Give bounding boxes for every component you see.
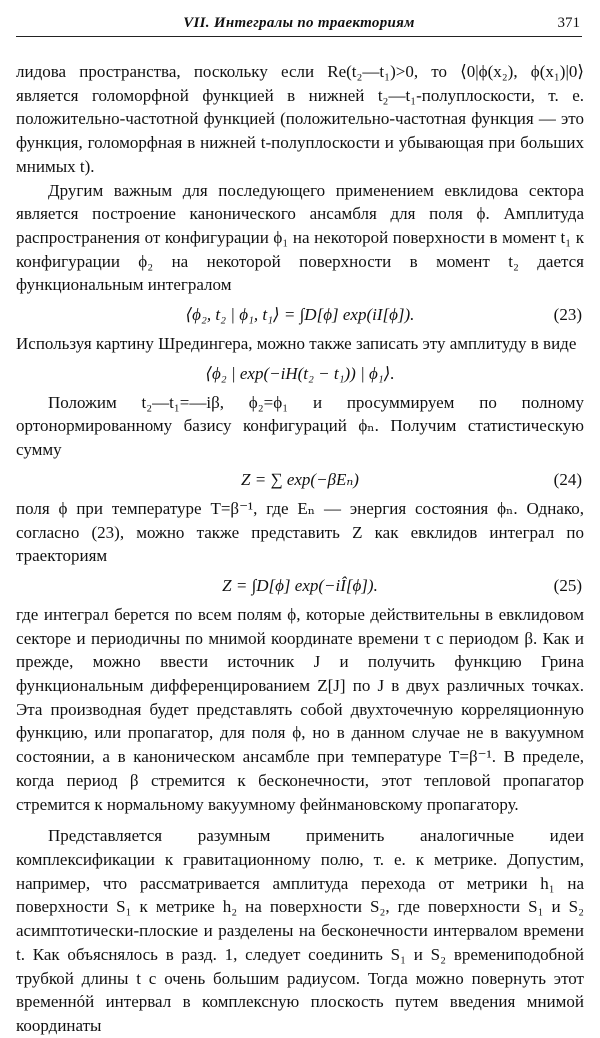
paragraph-4: Положим t₂—t₁=—iβ, ϕ₂=ϕ₁ и просуммируем по полному ортонормированному базису конфигураций ϕₙ. Получим статистическую сумму xyxy=(16,392,584,460)
equation-24 xyxy=(16,462,584,497)
equation-23 xyxy=(16,297,584,332)
paragraph-3: Используя картину Шредингера, можно также записать эту амплитуду в виде xyxy=(16,334,577,354)
running-header xyxy=(16,12,582,37)
equation-25-number: (25) xyxy=(553,575,582,595)
page-number: 371 xyxy=(557,15,580,31)
equation-unnumbered xyxy=(16,356,584,391)
equation-25 xyxy=(16,568,584,603)
equation-24-body: Z = ∑ exp(−βEₙ) xyxy=(241,469,359,489)
paragraph-2: Другим важным для последующего применением евклидова сектора является построение канонического ансамбля для поля ϕ. Амплитуда распространения от конфигурации ϕ₁ на некоторой поверхности в момент t₁ к конфигурации ϕ₂ на некоторой поверхности в момент t₂ дается функциональным интегралом xyxy=(16,180,584,295)
equation-23-number: (23) xyxy=(553,305,582,325)
paragraph-7: Представляется разумным применить аналогичные идеи комплексификации к гравитационному полю, т. е. к метрике. Допустим, например, что рассматривается амплитуда перехода от метрики h₁ на поверхности S₁ к метрике h₂ на поверхности S₂, где поверхности S₁ и S₂ асимптотически-плоские и разделены на бесконечности интервалом времени t. Как объяснялось в разд. 1, следует соединить S₁ и S₂ времениподобной трубкой длины t с очень большим радиусом. Тогда можно повернуть этот временнóй интервал в комплексную плоскость путем введения мнимой координаты xyxy=(16,826,584,1035)
equation-25-body: Z = ∫D[ϕ] exp(−iÎ[ϕ]). xyxy=(222,575,378,595)
paragraph-6: где интеграл берется по всем полям ϕ, которые действительны в евклидовом секторе и периодичны по мнимой координате времени τ с периодом β. Как и прежде, можно ввести источник J и получить функцию Грина функциональным дифференцированием Z[J] по J в двух различных точках. Эта производная будет представлять собой двухточечную корреляционную функцию, или пропагатор, для поля ϕ, но в данном случае не в вакуумном состоянии, а в каноническом ансамбле при температуре T=β⁻¹. В пределе, когда период β стремится к бесконечности, этот тепловой пропагатор стремится к нормальному вакуумному фейнмановскому пропагатору. xyxy=(16,604,584,814)
text-body xyxy=(16,60,584,1038)
chapter-title: VII. Интегралы по траекториям xyxy=(183,15,415,31)
equation-24-number: (24) xyxy=(553,469,582,489)
equation-unnumbered-body: ⟨ϕ₂ | exp(−iH(t₂ − t₁)) | ϕ₁⟩. xyxy=(205,363,395,383)
paragraph-5: поля ϕ при температуре T=β⁻¹, где Eₙ — энергия состояния ϕₙ. Однако, согласно (23), можно также представить Z как евклидов интеграл по траекториям xyxy=(16,498,584,566)
equation-23-body: ⟨ϕ₂, t₂ | ϕ₁, t₁⟩ = ∫D[ϕ] exp(iI[ϕ]). xyxy=(185,305,415,325)
paragraph-1: лидова пространства, поскольку если Re(t₂—t₁)>0, то ⟨0|ϕ(x₂), ϕ(x₁)|0⟩ является голоморфной функцией в нижней t₂—t₁-полуплоскости, т. е. положительно-частотной функцией (положительно-частотная функция — это функция, голоморфная в нижней t-полуплоскости и убывающая при больших мнимых t). xyxy=(16,62,584,176)
